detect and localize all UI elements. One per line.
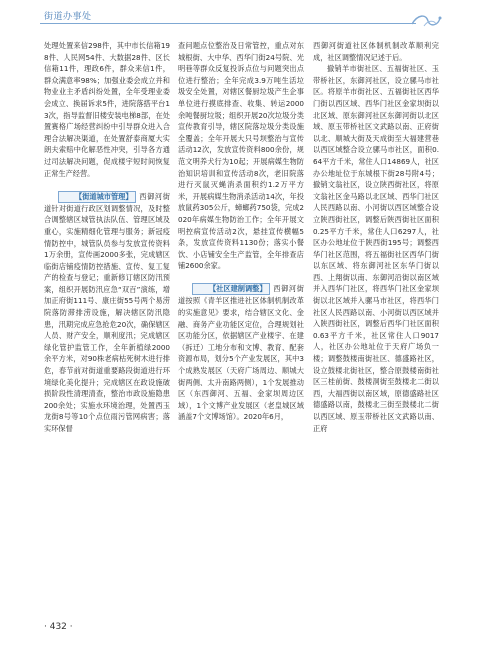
- text-column-2: [178, 40, 304, 423]
- paragraph: 西御河街道社区体制机制改革顺利完成，社区调整情况记述于后。: [313, 41, 439, 62]
- section-heading: 【街道城市管理】: [58, 191, 136, 203]
- text-column-1: [44, 40, 170, 435]
- header-rule: [40, 23, 416, 24]
- page-header: [0, 0, 480, 34]
- page-number: · 432 ·: [44, 622, 73, 632]
- paragraph-text: 西御河街道按照《青羊区推进社区体制机制改革的实施意见》要求，结合辖区文化、金融、商务产业功能区定位，合理规划社区功能分区，依据辖区产业楼宇、在建（拆迁）工地分布和文博、教育、配套资源布局，划分5个产业发展区，其中3个成熟发展区（天府广场周边、顺城大街两侧、太升南路两侧），1个发展推动区（东西御河、五福、金家坝周边区域），1个文博产业发展区（老皇城区域涵盖7个文博场馆）。2020年6月，: [178, 284, 304, 422]
- paragraph: 查问题点位整治及日常管控，重点对东城根街、大中华、西华门街24号院、光明巷等群众反复投诉点位与问题突出点位进行整治；全年完成3.9万吨生活垃圾安全处置，对辖区餐厨垃圾产生企事单位进行摸底排查、收集、转运2000余吨餐厨垃圾；组织开展20次垃圾分类宣传教育引导，辖区院落垃圾分类设施全覆盖；全年开展大只号坝整治与宣传活动12次，发放宣传资料800余份，规范文明养犬行为10起；开展病媒生物防治知识培训和宣传活动8次，老旧院落进行灭鼠灭蝇消杀面积约1.2万平方米，开展病媒生物消杀活动14次，年投放鼠药305公斤，蟑螂药750袋，完成2020年病媒生物防治工作；全年开展文明控病宣传活动2次，悬挂宣传横幅5条，发放宣传资料1130份；落实小餐饮、小店铺安全生产监管，全年排查店铺2600余家。: [178, 41, 304, 271]
- swirl-ornament-icon: [410, 12, 444, 30]
- paragraph: 撤销羊市街社区、五福街社区、玉带桥社区，东御河社区，设立骡马市社区。将原羊市街社区、五福街社区西华门街以西区域、西华门社区金家坝街以北区域、原东御河社区东御河街以北区域、原玉带桥社区文武路以南、正府街以北、顺城大街及天成街至大福建营巷以西区域整合设立骡马市社区，面积0.64平方千米，常住人口14869人，社区办公地址位于东城根下街28号附4号；撤销文翁社区，设立陕西街社区，将原文翁社区金马路以北区域、西华门社区人民西路以南、小河街以西区域整合设立陕西街社区，调整后陕西街社区面积0.25平方千米，常住人口6297人，社区办公地址位于陕西街195号；调整西华门社区范围，将五福街社区西华门街以东区域、将东御河社区东华门街以西、上翔街以南、东御河沿街以南区域并入西华门社区，将西华门社区金家坝街以北区域并入骡马市社区，将西华门社区人民西路以南、小河街以西区域并入陕西街社区，调整后西华门社区面积0.63平方千米，社区常住人口9017人，社区办公地址位于天府广场负一楼；调整鼓楼南街社区、德盛路社区，设立鼓楼北街社区，整合原鼓楼南街社区三桂前街、鼓楼洞街至鼓楼北二街以西，大福西街以南区域，原德盛路社区德盛路以南，鼓楼北三街至鼓楼北二街以西区域、原玉带桥社区文武路以南、正府: [313, 64, 439, 433]
- paragraph-community-restructure: [178, 283, 304, 423]
- paragraph-text: 西御河街道针对街道行政区划调整情况，及时整合调整辖区城管执法队伍、管理区域及重心，实施精细化管理与服务；新冠疫情防控中，城管队员参与发放宣传资料1万余册，宣传画2000多张，完成辖区临街店铺疫情防控措施、宣传、复工复产的检查与登记；重新修订辖区防汛预案，组织开展防汛应急“双百”演练，增加正府街111号、康庄街55号两个易涝院落防滞排涝设施，解决辖区防汛隐患，汛期完成应急抢危20次，确保辖区人员、财产安全，顺利度汛；完成辖区绿化管护监管工作，全年新植绿2000余平方米，对90株老病枯死树木进行排危，春节前对街道重要路段街道进行环境绿化美化提升；完成辖区在政设施破损阶段性清理清查，整治市政设施隐患200余处；实施水环境治理，处置西玉龙街8号等10个点位雨污管网病害；落实环保督: [44, 191, 170, 433]
- paragraph-city-management: [44, 191, 170, 435]
- paragraph: 处理处置来信298件，其中市长信箱198件、人民网54件、大数据28件、区长信箱11件，理政6件，群众来信1件，群众满意率98%；加强业委会成立并和物业业主矛盾纠纷处置，全年受理业委会成立、换届诉求5件，进院落搭平台13次，指导监督旧楼安装电梯8部，在处置赛格广场经营纠纷中引导群众进入合理合法解决渠道，在处置舒泰商厦大实朗夫索赔中化解恶性冲突，引导各方通过司法解决问题，促成楼宇短时间恢复正常生产经营。: [44, 41, 170, 178]
- running-header-title: 街道办事处: [44, 12, 92, 22]
- text-column-3: [313, 40, 439, 434]
- section-heading: 【社区建制调整】: [192, 283, 270, 295]
